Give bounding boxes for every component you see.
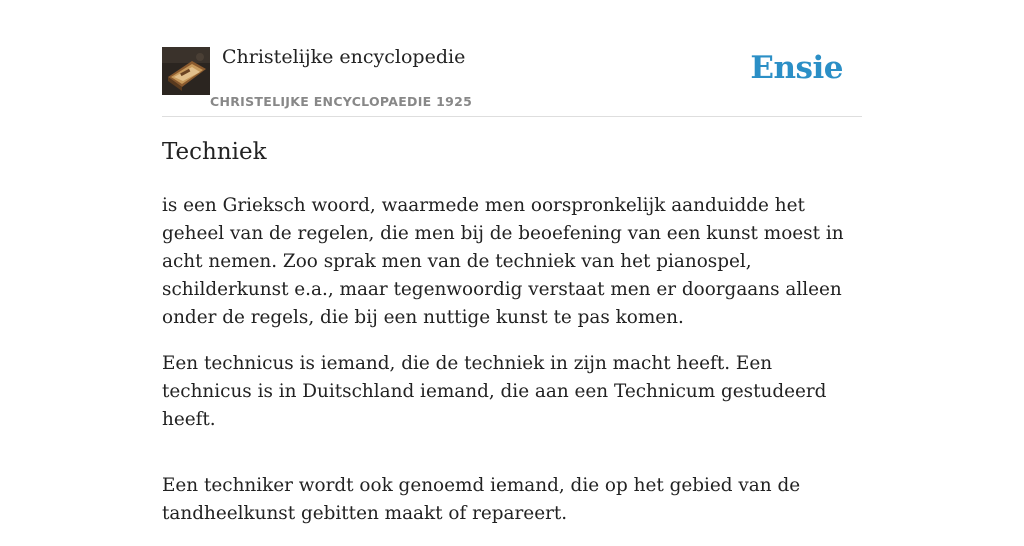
article-title: Techniek <box>162 139 267 165</box>
article-paragraph: is een Grieksch woord, waarmede men oorspronkelijk aanduidde het geheel van de regelen, die men bij de beoefening van een kunst moest in acht nemen. Zoo sprak men van de techniek van het pianospel, schilderkunst e.a., maar tegenwoordig verstaat men er doorgaans alleen onder de regels, die bij een nuttige kunst te pas komen. <box>162 195 844 328</box>
article-paragraph: Een techniker wordt ook genoemd iemand, die op het gebied van de tandheelkunst gebitten maakt of repareert. <box>162 475 801 524</box>
article-paragraph: Een technicus is iemand, die de techniek in zijn macht heeft. Een technicus is in Duitschland iemand, die aan een Technicum gestudeerd heeft. <box>162 353 827 430</box>
article-body <box>162 192 862 546</box>
brand-logo[interactable]: Ensie <box>750 50 843 86</box>
source-avatar[interactable] <box>162 47 210 95</box>
source-name[interactable]: Christelijke encyclopedie <box>222 46 466 68</box>
source-subtitle[interactable]: CHRISTELIJKE ENCYCLOPAEDIE 1925 <box>210 94 473 109</box>
header <box>162 44 862 117</box>
book-image-icon <box>162 47 210 95</box>
